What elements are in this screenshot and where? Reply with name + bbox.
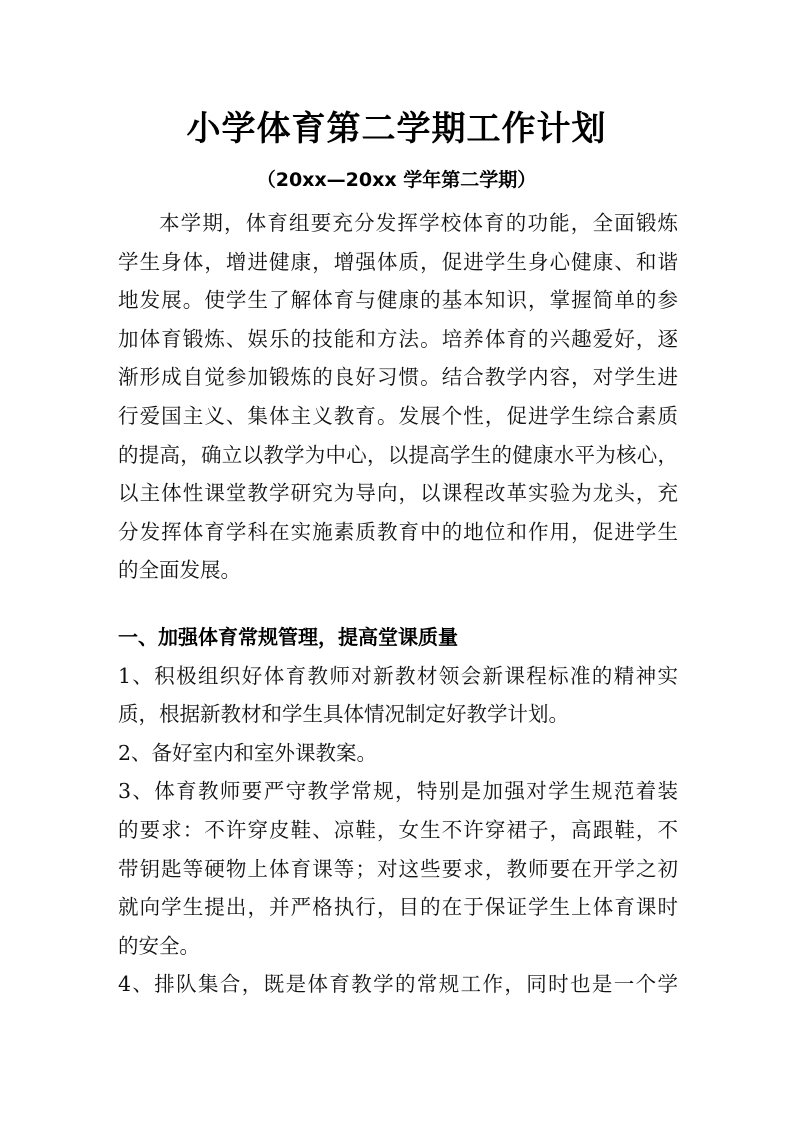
text-line: 以主体性课堂教学研究为导向，以课程改革实验为龙头，充 — [118, 481, 678, 506]
list-item-3-line: 带钥匙等硬物上体育课等；对这些要求，教师要在开学之初 — [118, 856, 678, 881]
text-line: 本学期，体育组要充分发挥学校体育的功能，全面锻炼 — [159, 211, 678, 235]
section-heading: 一、加强体育常规管理，提高堂课质量 — [118, 625, 458, 649]
list-item-4-line: 4、排队集合，既是体育教学的常规工作，同时也是一个学 — [118, 972, 678, 997]
list-item-3-line: 3、体育教师要严守教学常规，特别是加强对学生规范着装 — [118, 779, 678, 804]
text-line: 分发挥体育学科在实施素质教育中的地位和作用，促进学生 — [118, 519, 678, 544]
text-line: 的全面发展。 — [118, 558, 241, 583]
list-item-2-line: 2、备好室内和室外课教案。 — [118, 740, 378, 765]
list-item-3-line: 就向学生提出，并严格执行，目的在于保证学生上体育课时 — [118, 895, 678, 920]
intro-paragraph — [118, 204, 678, 590]
text-line: 行爱国主义、集体主义教育。发展个性，促进学生综合素质 — [118, 403, 678, 428]
list-item-1-line: 1、积极组织好体育教师对新教材领会新课程标准的精神实 — [118, 663, 678, 688]
text-line: 的提高，确立以教学为中心，以提高学生的健康水平为核心， — [118, 442, 678, 467]
section-1 — [118, 618, 678, 1004]
text-line: 渐形成自觉参加锻炼的良好习惯。结合教学内容，对学生进 — [118, 365, 678, 390]
document-subtitle: （20xx—20xx 学年第二学期） — [256, 169, 537, 191]
list-item-3-line: 的要求：不许穿皮鞋、凉鞋，女生不许穿裙子，高跟鞋，不 — [118, 817, 678, 842]
text-line: 地发展。使学生了解体育与健康的基本知识，掌握简单的参 — [118, 288, 678, 313]
document-title: 小学体育第二学期工作计划 — [186, 109, 607, 149]
text-line: 加体育锻炼、娱乐的技能和方法。培养体育的兴趣爱好，逐 — [118, 326, 678, 351]
list-item-1-line: 质，根据新教材和学生具体情况制定好教学计划。 — [118, 702, 569, 727]
text-line: 学生身体，增进健康，增强体质，促进学生身心健康、和谐 — [118, 249, 678, 274]
list-item-3-line: 的安全。 — [118, 933, 200, 958]
